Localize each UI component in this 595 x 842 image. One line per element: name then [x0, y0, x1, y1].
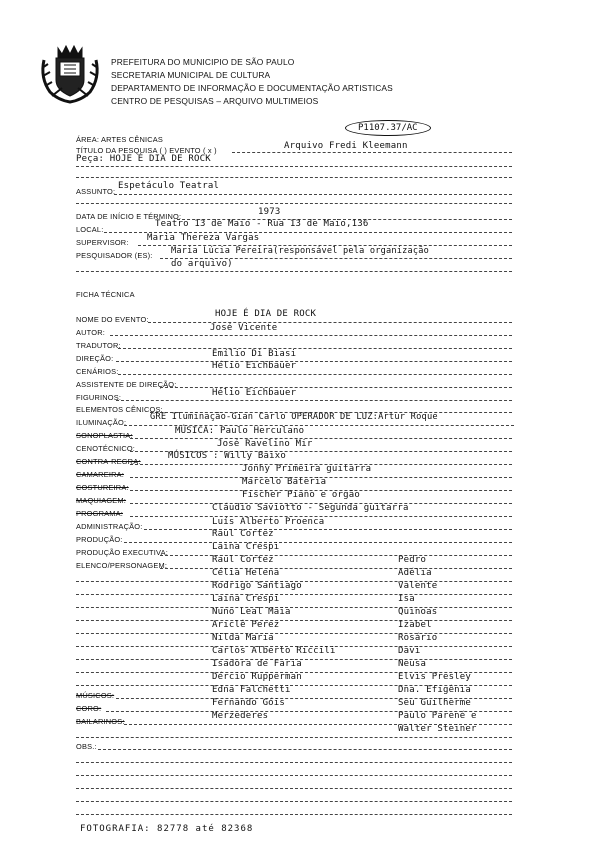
musico-2: Jonhy Primeira guitarra: [242, 464, 372, 474]
area-label: ÁREA: ARTES CÊNICAS: [76, 135, 164, 144]
producao-value: Raul Cortez: [212, 529, 274, 539]
supervisor-value: Maria Thereza Vargas: [147, 233, 260, 243]
cast-actor: Fernando Góis: [212, 698, 286, 708]
local-value: Teatro 13 de Maio - Rua 13 de Maio,136: [155, 219, 369, 229]
nome-evento-value: HOJE É DIA DE ROCK: [215, 309, 317, 319]
cast-actor: Edna Falchetti: [212, 685, 291, 695]
maquiagem-label: MAQUIAGEM:: [76, 496, 127, 505]
cast-actor: Merzederes: [212, 711, 269, 721]
cenarios-value: Hélio Eichbauer: [212, 361, 297, 371]
producao-label: PRODUÇÃO:: [76, 535, 123, 544]
cenotecnico-value: José Ravelino Mir: [217, 439, 313, 449]
sonoplastia-label: SONOPLASTIA:: [76, 431, 133, 440]
pesquisador-value: Maria Lúcia Pereira(responsável pela organização: [171, 246, 429, 256]
sonoplastia-value: MÚSICA: Paulo Herculano: [175, 426, 305, 436]
costureira-label: COSTUREIRA:: [76, 483, 129, 492]
nome-evento-label: NOME DO EVENTO:: [76, 315, 149, 324]
camareira-label: CAMAREIRA:: [76, 470, 124, 479]
pesquisador-label: PESQUISADOR (ES):: [76, 251, 153, 260]
cast-actor: Isadora de Faria: [212, 659, 302, 669]
iluminacao-value: GRE Iluminação-Gian Carlo OPERADOR DE LUZ:Artur Roque: [150, 412, 438, 422]
header-line-2: SECRETARIA MUNICIPAL DE CULTURA: [111, 70, 271, 80]
titulo-label: TÍTULO DA PESQUISA ( ) EVENTO ( x ): [76, 146, 217, 155]
figurinos-label: FIGURINOS:: [76, 393, 122, 402]
musico-4: Fischer Piano e orgão: [242, 490, 360, 500]
cast-role: Davi: [398, 646, 421, 656]
musicos-value: MÚSICOS : Willy Baixo: [168, 451, 286, 461]
assunto-value: Espetáculo Teatral: [118, 181, 220, 191]
elementos-label: ELEMENTOS CÊNICOS:: [76, 405, 163, 414]
figurinos-value: Hélio Eichbauer: [212, 388, 297, 398]
supervisor-label: SUPERVISOR:: [76, 238, 129, 247]
bailarinos-label: BAILARINOS:: [76, 717, 125, 726]
pesquisador-value-2: do arquivo): [171, 259, 233, 269]
cast-actor: Ariclê Perez: [212, 620, 280, 630]
administracao-label: ADMINISTRAÇÃO:: [76, 522, 143, 531]
archive-stamp: P1107.37/AC: [345, 120, 431, 136]
autor-value: José Vicente: [210, 323, 278, 333]
cast-role: Isa: [398, 594, 415, 604]
cast-role: Neusa: [398, 659, 427, 669]
musicos-side-label: MÚSICOS:: [76, 691, 115, 700]
autor-label: AUTOR:: [76, 328, 105, 337]
cast-role: Paulo Parené e: [398, 711, 477, 721]
cast-role: Seu Guilherme: [398, 698, 472, 708]
assunto-label: ASSUNTO:: [76, 187, 116, 196]
cast-actor: Dércio Rupperman: [212, 672, 302, 682]
administracao-value: Luís Alberto Proenca: [212, 517, 325, 527]
cast-role: Elvis Presley: [398, 672, 472, 682]
cast-role: Pedro: [398, 555, 427, 565]
cast-actor: Célia Helena: [212, 568, 280, 578]
cast-role: Quinoas: [398, 607, 438, 617]
data-label: DATA DE INÍCIO E TÉRMINO:: [76, 212, 182, 221]
cast-actor: Nilda Maria: [212, 633, 274, 643]
iluminacao-label: ILUMINAÇÃO:: [76, 418, 127, 427]
assistente-label: ASSISTENTE DE DIREÇÃO:: [76, 380, 177, 389]
musico-3: Marcelo Bateria: [242, 477, 327, 487]
peca-value: Peça: HOJE É DIA DE ROCK: [76, 154, 211, 164]
titulo-value: Arquivo Fredi Kleemann: [284, 141, 408, 151]
coro-label: CORO:: [76, 704, 102, 713]
cast-role: Walter Steiner: [398, 724, 477, 734]
header-line-1: PREFEITURA DO MUNICIPIO DE SÃO PAULO: [111, 57, 295, 67]
musico-5: Cláudio Saviotto - Segunda guitarra: [212, 503, 409, 513]
local-label: LOCAL:: [76, 225, 104, 234]
cast-role: Valente: [398, 581, 438, 591]
ficha-tecnica-title: FICHA TÉCNICA: [76, 290, 135, 299]
cenarios-label: CENÁRIOS:: [76, 367, 119, 376]
fotografia-footer: FOTOGRAFIA: 82778 até 82368: [80, 824, 254, 834]
cast-actor: Laina Crespi: [212, 594, 280, 604]
tradutor-label: TRADUTOR:: [76, 341, 121, 350]
cast-actor: Rodrigo Santiago: [212, 581, 302, 591]
cast-actor: Raul Cortez: [212, 555, 274, 565]
cast-role: Adélia: [398, 568, 432, 578]
cast-actor: Carlos Alberto Riccili: [212, 646, 336, 656]
producao-executiva-label: PRODUÇÃO EXECUTIVA:: [76, 548, 168, 557]
cast-actor: Nuno Leal Maia: [212, 607, 291, 617]
coat-of-arms-logo: [38, 38, 102, 104]
header-line-4: CENTRO DE PESQUISAS – ARQUIVO MULTIMEIOS: [111, 96, 319, 106]
contrarregra-label: CONTRA-REGRA:: [76, 457, 141, 466]
cenotecnico-label: CENOTÉCNICO:: [76, 444, 136, 453]
elenco-label: ELENCO/PERSONAGEM:: [76, 561, 168, 570]
direcao-label: DIREÇÃO:: [76, 354, 114, 363]
obs-label: OBS.:: [76, 742, 97, 751]
cast-role: Dna. Efigênia: [398, 685, 472, 695]
cast-role: Izabel: [398, 620, 432, 630]
cast-role: Rosário: [398, 633, 438, 643]
data-value: 1973: [258, 207, 281, 217]
header-line-3: DEPARTAMENTO DE INFORMAÇÃO E DOCUMENTAÇÃO ARTISTICAS: [111, 83, 393, 93]
programa-label: PROGRAMA:: [76, 509, 123, 518]
producao-executiva-value: Laina Crespi: [212, 542, 280, 552]
direcao-value: Emílio Di Biasi: [212, 349, 297, 359]
